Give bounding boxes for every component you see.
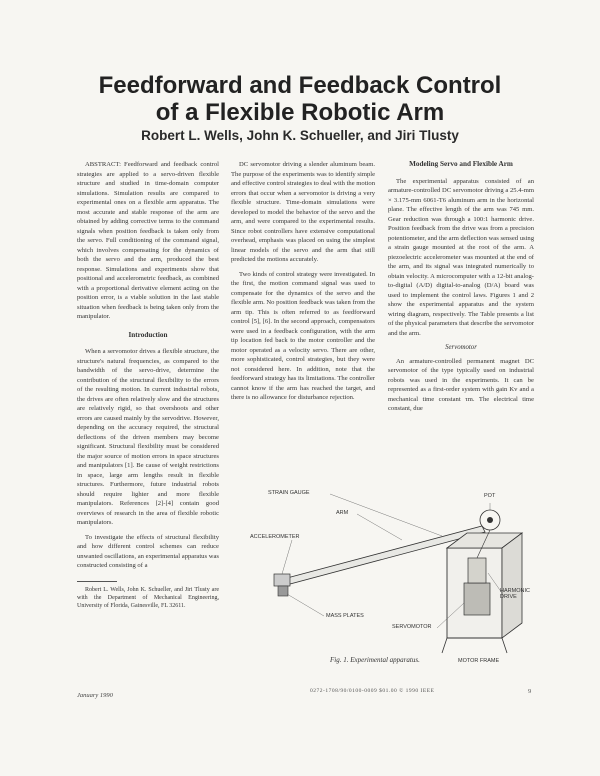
footnote-rule xyxy=(77,581,117,582)
label-accelerometer: ACCELEROMETER xyxy=(250,534,300,540)
pot-hub xyxy=(487,517,493,523)
frame-side xyxy=(502,533,522,638)
label-mass-plates: MASS PLATES xyxy=(326,613,364,619)
intro-heading: Introduction xyxy=(128,330,168,339)
servomotor-subhead: Servomotor xyxy=(445,344,477,351)
col2-paragraph-2: Two kinds of control strategy were investigated. In the first, the motion command signal was used to compensate for the dynamics of the servo and the flexible arm. No position feedback was taken from the arm tip. This is often referred to as feedforward control [5], [6]. In the second approach, compensators were used in a feedback configuration, with the arm tip location fed back to the motor controller and the motor operated as a velocity servo. There are other, more sophisticated, control strategies, but they were not considered here. In addition, note that the feedforward strategy has its limitations. The controller cannot know if the arm has reached the target, and there is no allowance for disturbance rejection. xyxy=(231,270,375,401)
servomotor-body xyxy=(464,583,490,615)
intro-paragraph-1: When a servomotor drives a flexible structure, the structure's natural frequencies, as compared to the bandwidth of the servo-drive, determine the contribution of the structural flexibility to the errors of the resulting motion. In current industrial robots, the drives are often relatively slow and the structures are relatively rigid, so that overshoots and other errors are caused mainly by the servodrive. However, depending on the accuracy required, the structural deflections of the driven members may become significant. Structural flexibility must be considered the major source of motion errors in space structures and manipulators [1]. Be cause of weight restrictions in space, large arm lengths result in flexible structures. Furthermore, future industrial robots should require lighter and more flexible manipulators. References [2]-[4] contain good overviews of research in the area of flexible robotic manipulators. xyxy=(77,348,219,526)
footer-copyright: 0272-1708/90/0100-0009 $01.00 © 1990 IEEE xyxy=(310,688,435,694)
authors: Robert L. Wells, John K. Schueller, and Jiri Tlusty xyxy=(141,128,459,143)
apparatus-drawing xyxy=(232,488,532,668)
mass-plates-block xyxy=(278,586,288,596)
figure-caption: Fig. 1. Experimental apparatus. xyxy=(330,656,420,664)
label-arm: ARM xyxy=(336,510,349,516)
author-footnote: Robert L. Wells, John K. Schueller, and Jiri Tlusty are with the Department of Mechanical Engineering, University of Florida, Gainesville, FL 32611. xyxy=(77,586,219,609)
label-pot: POT xyxy=(484,493,496,499)
harmonic-drive xyxy=(468,558,486,583)
figure-1 xyxy=(232,488,532,668)
col3-paragraph-1: The experimental apparatus consisted of an armature-controlled DC servomotor driving a 25.4-mm × 3.175-mm 6061-T6 aluminum arm in the horizontal plane. The effective length of the arm was 745 mm. Gear reduction was through a 100:1 harmonic drive. Position feedback from the drive was from a precision potentiometer, and the arm deflection was sensed using a strain gauge mounted at the root of the arm. A piezoelectric accelerometer was mounted at the end of the arm, and its signal was integrated numerically to obtain velocity. A microcomputer with a 12-bit analog-to-digital (A/D) digital-to-analog (D/A) board was used to implement the control laws. Figures 1 and 2 show the experimental apparatus and the system wiring diagram, respectively. The Table presents a list of the physical parameters that describe the servomotor and the arm. xyxy=(388,177,534,337)
intro-paragraph-2: To investigate the effects of structural flexibility and how different control schemes can reduce unwanted oscillations, an experimental apparatus was constructed consisting of a xyxy=(77,533,219,569)
title-line-1: Feedforward and Feedback Control xyxy=(98,72,502,99)
accelerometer-block xyxy=(274,574,290,586)
title-line-2: of a Flexible Robotic Arm xyxy=(155,99,445,126)
col3-paragraph-2: An armature-controlled permanent magnet DC servomotor of the type typically used on industrial robots was used in the experiments. It can be represented as a first-order system with gain Kv and a mechanical time constant τm. The electrical time constant, due xyxy=(388,357,534,412)
abstract: ABSTRACT: Feedforward and feedback control strategies are applied to a servo-driven flexible structure and studied in time-domain computer simulations. Simulation results are compared to experimental ones on a flexible arm apparatus. The most accurate and stable response of the arm are obtained by adding corrective terms to the command signals when position feedback is taken only from the servo. Full conditioning of the command signal, which involves compensating for the dynamics of both the servo and the arm, produced the best response. Simulations and experiments show that positional and accelerometric feedback, as combined with a proportional derivative element acting on the position error, is a viable solution in the last stable situation when feedback is being taken only from the manipulator. xyxy=(77,161,219,320)
footer-date: January 1990 xyxy=(77,692,113,699)
column-1 xyxy=(77,160,219,615)
col2-paragraph-1: DC servomotor driving a slender aluminum beam. The purpose of the experiments was to identify simple and effective control strategies to deal with the motion errors that occur when a servomotor is driving a very flexible structure. Time-domain simulations were developed to model the behavior of the servo and the arm, and were compared to the experimental results. Since robot controllers have extensive computational overhead, emphasis was placed on using the simplest linear models of the servo and the arm that still predicted the motions accurately. xyxy=(231,161,375,263)
page-number: 9 xyxy=(528,688,532,695)
modeling-heading: Modeling Servo and Flexible Arm xyxy=(409,160,513,168)
label-motor-frame: MOTOR FRAME xyxy=(458,658,500,664)
label-servomotor: SERVOMOTOR xyxy=(392,624,432,630)
column-3 xyxy=(388,160,534,419)
column-2 xyxy=(231,160,375,408)
label-harmonic-drive: HARMONIC DRIVE xyxy=(500,588,530,600)
label-strain-gauge: STRAIN GAUGE xyxy=(268,490,310,496)
